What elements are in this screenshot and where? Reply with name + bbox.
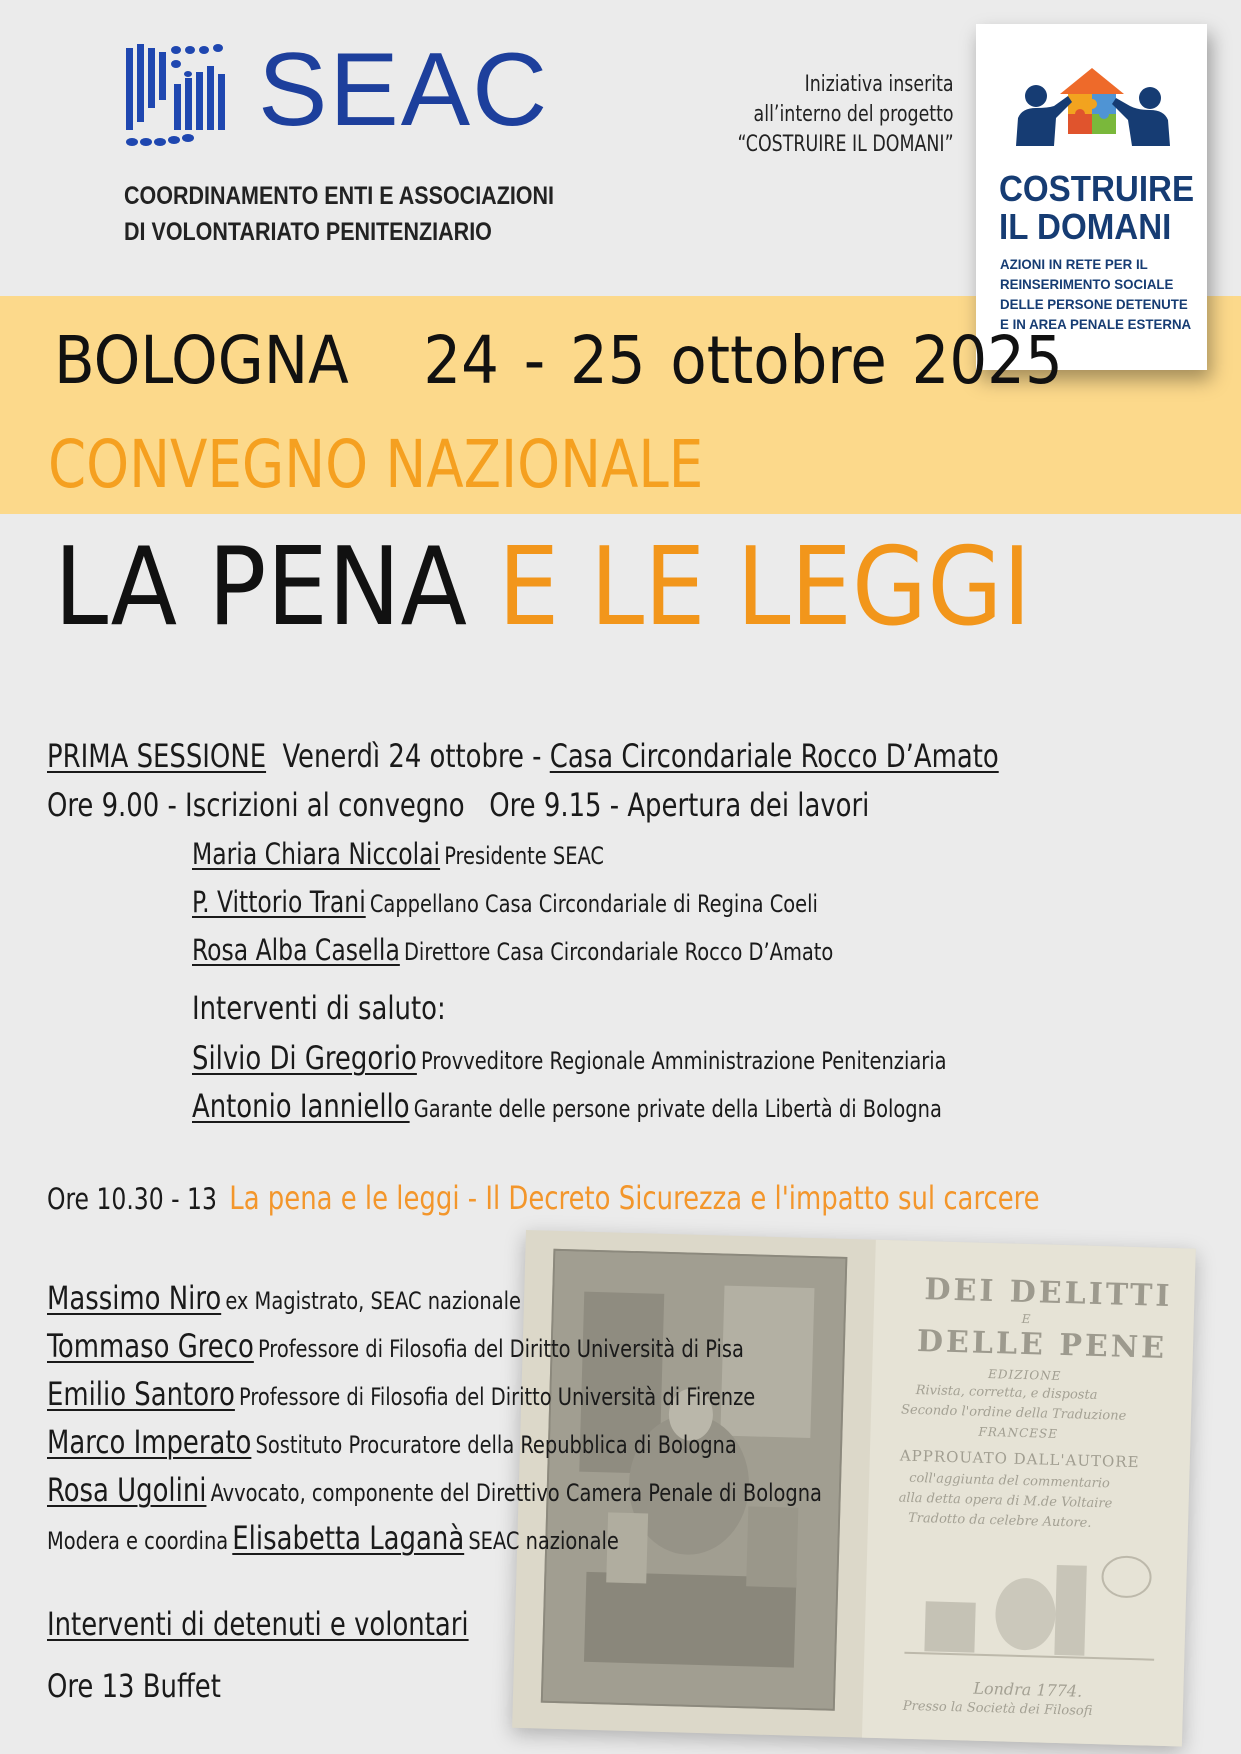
badge-title: COSTRUIRE IL DOMANI <box>999 168 1195 247</box>
speaker-name: Marco Imperato <box>47 1423 252 1461</box>
seac-subtitle: COORDINAMENTO ENTI E ASSOCIAZIONI DI VOLONTARIATO PENITENZIARIO <box>124 182 555 246</box>
greeting-row <box>192 1039 1030 1077</box>
speaker-role: Direttore Casa Circondariale Rocco D’Amato <box>403 938 834 966</box>
session-label: PRIMA SESSIONE <box>47 737 267 775</box>
book-approved: APPROUATO DALL'AUTORE <box>899 1446 1140 1472</box>
moderator-row <box>47 1519 682 1557</box>
costruire-il-domani-badge <box>976 24 1207 370</box>
schedule-registration: Ore 9.00 - Iscrizioni al convegno <box>47 786 465 824</box>
initiative-note: Iniziativa inserita all’interno del progetto “COSTRUIRE IL DOMANI” <box>737 72 954 157</box>
speaker-role: Sostituto Procuratore della Repubblica di Bologna <box>255 1431 737 1459</box>
book-vignette <box>904 1531 1158 1668</box>
greetings-label: Interventi di saluto: <box>192 989 446 1027</box>
speaker-name: Emilio Santoro <box>47 1375 235 1413</box>
speaker-name: Antonio Ianniello <box>192 1087 410 1125</box>
book-publisher: Presso la Società dei Filosofi <box>902 1698 1093 1719</box>
panel-speaker-row <box>47 1423 813 1461</box>
speaker-role: Cappellano Casa Circondariale di Regina Coeli <box>369 890 818 918</box>
book-line: alla detta opera di M.de Voltaire <box>898 1490 1113 1512</box>
speaker-name: Silvio Di Gregorio <box>192 1039 417 1077</box>
session-venue: Casa Circondariale Rocco D’Amato <box>549 737 999 775</box>
book-line: coll'aggiunta del commentario <box>909 1470 1111 1492</box>
moderator-name: Elisabetta Laganà <box>232 1519 465 1557</box>
opener-row <box>192 885 887 919</box>
book-title: DEI DELITTI <box>924 1272 1173 1315</box>
badge-subtitle: AZIONI IN RETE PER IL REINSERIMENTO SOCIALE DELLE PERSONE DETENUTE E IN AREA PENALE ESTERNA <box>1000 256 1192 332</box>
book-place: Londra 1774. <box>973 1678 1083 1701</box>
book-francese: FRANCESE <box>978 1424 1059 1441</box>
panel-topic: La pena e le leggi - Il Decreto Sicurezza e l'impatto sul carcere <box>229 1179 1040 1217</box>
closing-interventions: Interventi di detenuti e volontari <box>47 1605 469 1643</box>
speaker-name: Rosa Alba Casella <box>192 933 400 967</box>
book-title-e: E <box>1021 1311 1031 1327</box>
speaker-name: P. Vittorio Trani <box>192 885 366 919</box>
speaker-name: Rosa Ugolini <box>47 1471 207 1509</box>
speaker-name: Tommaso Greco <box>47 1327 254 1365</box>
speaker-role: Presidente SEAC <box>444 842 605 870</box>
book-title-page <box>862 1240 1196 1747</box>
speaker-role: Avvocato, componente del Direttivo Camera Penale di Bologna <box>210 1479 822 1507</box>
seac-logo-mark <box>126 44 244 150</box>
event-type: CONVEGNO NAZIONALE <box>48 426 704 503</box>
speaker-role: Provveditore Regionale Amministrazione Penitenziaria <box>420 1047 947 1075</box>
closing-buffet: Ore 13 Buffet <box>47 1667 221 1705</box>
book-line: Rivista, corretta, e disposta <box>915 1382 1098 1404</box>
panel-speaker-row <box>47 1375 834 1413</box>
speaker-role: Professore di Filosofia del Diritto Università di Pisa <box>257 1335 744 1363</box>
moderator-role: SEAC nazionale <box>468 1527 619 1555</box>
moderator-prefix: Modera e coordina <box>47 1527 229 1555</box>
opener-row <box>192 933 905 967</box>
book-line: Secondo l'ordine della Traduzione <box>900 1402 1127 1424</box>
event-title: LA PENA E LE LEGGI <box>54 525 1032 650</box>
speaker-name: Maria Chiara Niccolai <box>192 837 441 871</box>
speaker-role: Professore di Filosofia del Diritto Università di Firenze <box>239 1383 756 1411</box>
book-edition: EDIZIONE <box>987 1366 1062 1384</box>
panel-speaker-row <box>47 1327 821 1365</box>
opener-row <box>192 837 650 871</box>
event-date: BOLOGNA 24 - 25 ottobre 2025 <box>54 322 1063 399</box>
book-title-2: DELLE PENE <box>916 1323 1168 1366</box>
session-line <box>47 737 1104 775</box>
schedule-opening: Ore 9.15 - Apertura dei lavori <box>489 786 870 824</box>
panel-speaker-row <box>47 1471 908 1509</box>
seac-logo-text: SEAC <box>258 32 550 148</box>
panel-time: Ore 10.30 - 13 <box>47 1182 217 1216</box>
greeting-row <box>192 1087 1025 1125</box>
speaker-role: ex Magistrato, SEAC nazionale <box>225 1287 522 1315</box>
speaker-name: Massimo Niro <box>47 1279 222 1317</box>
puzzle-people-icon <box>1002 66 1182 166</box>
speaker-role: Garante delle persone private della Libertà di Bologna <box>413 1095 942 1123</box>
session-day: Venerdì 24 ottobre - <box>282 737 542 775</box>
schedule-line <box>47 786 961 824</box>
panel-speaker-row <box>47 1279 574 1317</box>
panel-header <box>47 1179 1150 1217</box>
book-line: Tradotto da celebre Autore. <box>907 1510 1092 1531</box>
